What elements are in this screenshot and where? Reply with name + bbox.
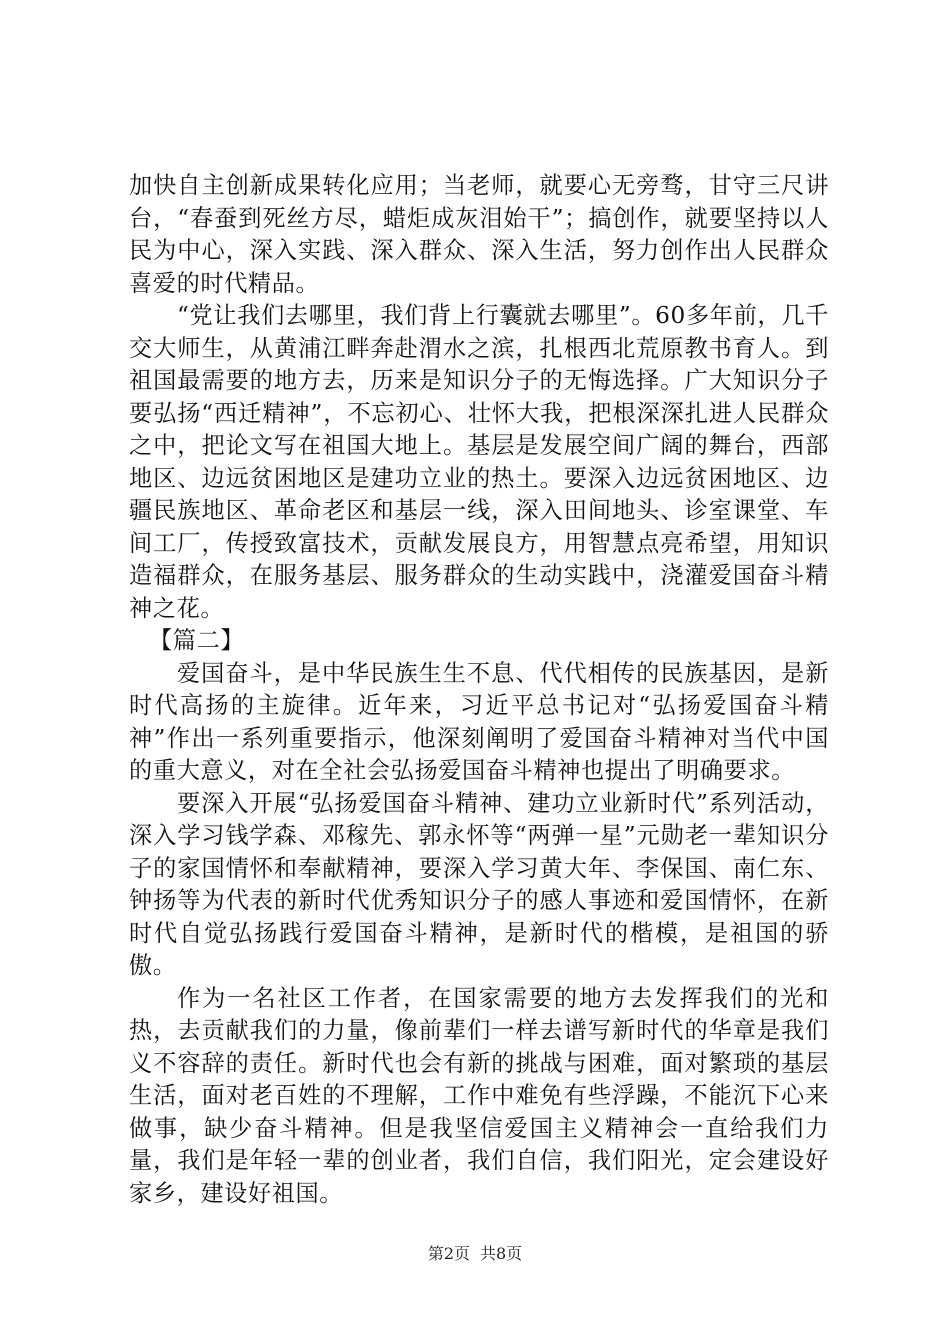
paragraph-continuation: 加快自主创新成果转化应用；当老师，就要心无旁骛，甘守三尺讲台，“春蚕到死丝方尽，蜡炬成灰泪始干”；搞创作，就要坚持以人民为中心，深入实践、深入群众、深入生活，努力创作出人民群众喜爱的时代精品。 — [129, 172, 829, 297]
page-total: 共8页 — [480, 1244, 523, 1263]
section-heading: 【篇二】 — [149, 627, 245, 654]
page-number: 第2页 — [427, 1244, 470, 1263]
paragraph-patriotic-struggle: 爱国奋斗，是中华民族生生不息、代代相传的民族基因，是新时代高扬的主旋律。近年来，习近平总书记对“弘扬爱国奋斗精神”作出一系列重要指示，他深刻阐明了爱国奋斗精神对当代中国的重大意义，对在全社会弘扬爱国奋斗精神也提出了明确要求。 — [129, 659, 829, 784]
page-footer — [0, 1244, 950, 1264]
paragraph-activities: 要深入开展“弘扬爱国奋斗精神、建功立业新时代”系列活动，深入学习钱学森、邓稼先、郭永怀等“两弹一星”元勋老一辈知识分子的家国情怀和奉献精神，要深入学习黄大年、李保国、南仁东、钟扬等为代表的新时代优秀知识分子的感人事迹和爱国情怀，在新时代自觉弘扬践行爱国奋斗精神，是新时代的楷模，是祖国的骄傲。 — [129, 789, 829, 979]
document-body — [129, 170, 829, 1210]
paragraph-xiqian-spirit: “党让我们去哪里，我们背上行囊就去哪里”。60多年前，几千交大师生，从黄浦江畔奔赴渭水之滨，扎根西北荒原教书育人。到祖国最需要的地方去，历来是知识分子的无悔选择。广大知识分子要弘扬“西迁精神”，不忘初心、壮怀大我，把根深深扎进人民群众之中，把论文写在祖国大地上。基层是发展空间广阔的舞台，西部地区、边远贫困地区是建功立业的热土。要深入边远贫困地区、边疆民族地区、革命老区和基层一线，深入田间地头、诊室课堂、车间工厂，传授致富技术，贡献发展良方，用智慧点亮希望，用知识造福群众，在服务基层、服务群众的生动实践中，浇灌爱国奋斗精神之花。 — [129, 302, 829, 622]
paragraph-community-worker: 作为一名社区工作者，在国家需要的地方去发挥我们的光和热，去贡献我们的力量，像前辈们一样去谱写新时代的华章是我们义不容辞的责任。新时代也会有新的挑战与困难，面对繁琐的基层生活，面对老百姓的不理解，工作中难免有些浮躁，不能沉下心来做事，缺少奋斗精神。但是我坚信爱国主义精神会一直给我们力量，我们是年轻一辈的创业者，我们自信，我们阳光，定会建设好家乡，建设好祖国。 — [129, 984, 829, 1207]
